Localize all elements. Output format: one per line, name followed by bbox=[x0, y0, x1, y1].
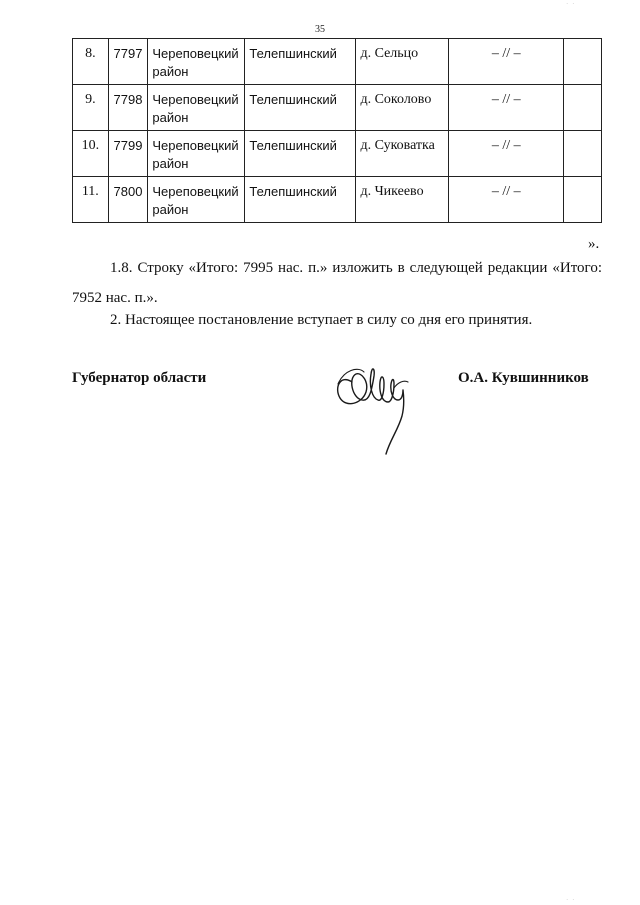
closing-quote: ». bbox=[588, 236, 600, 252]
settlement-code-cell: 7797 bbox=[108, 39, 148, 85]
district-cell bbox=[148, 177, 245, 223]
council-cell: Телепшинский bbox=[245, 85, 356, 131]
table-row bbox=[73, 131, 602, 177]
row-number-cell: 8. bbox=[73, 39, 109, 85]
ditto-mark-cell: – // – bbox=[449, 131, 564, 177]
settlements-table bbox=[72, 38, 602, 223]
row-number-cell: 11. bbox=[73, 177, 109, 223]
table-row bbox=[73, 85, 602, 131]
page-number: 35 bbox=[315, 24, 325, 35]
paragraph-effective-date: 2. Настоящее постановление вступает в силу со дня его принятия. bbox=[110, 312, 533, 328]
settlement-name-cell: д. Суковатка bbox=[356, 131, 449, 177]
district-line: район bbox=[152, 110, 189, 125]
district-line: Череповецкий bbox=[152, 92, 239, 107]
district-line: район bbox=[152, 64, 189, 79]
empty-cell bbox=[564, 131, 602, 177]
ditto-mark-cell: – // – bbox=[449, 39, 564, 85]
empty-cell bbox=[564, 85, 602, 131]
table-row bbox=[73, 177, 602, 223]
empty-cell bbox=[564, 177, 602, 223]
scan-mark: · · bbox=[566, 896, 576, 904]
district-line: Череповецкий bbox=[152, 46, 239, 61]
council-cell: Телепшинский bbox=[245, 131, 356, 177]
ditto-mark-cell: – // – bbox=[449, 85, 564, 131]
settlement-code-cell: 7799 bbox=[108, 131, 148, 177]
row-number-cell: 10. bbox=[73, 131, 109, 177]
table-row bbox=[73, 39, 602, 85]
settlement-name-cell: д. Чикеево bbox=[356, 177, 449, 223]
settlement-code-cell: 7800 bbox=[108, 177, 148, 223]
council-cell: Телепшинский bbox=[245, 177, 356, 223]
district-cell bbox=[148, 131, 245, 177]
district-cell bbox=[148, 85, 245, 131]
ditto-mark-cell: – // – bbox=[449, 177, 564, 223]
handwritten-signature bbox=[332, 352, 416, 458]
council-cell: Телепшинский bbox=[245, 39, 356, 85]
district-line: Череповецкий bbox=[152, 184, 239, 199]
paragraph-amendment: 1.8. Строку «Итого: 7995 нас. п.» изложить в следующей редакции «Итого: 7952 нас. п.». bbox=[72, 260, 602, 306]
row-number-cell: 9. bbox=[73, 85, 109, 131]
district-cell bbox=[148, 39, 245, 85]
empty-cell bbox=[564, 39, 602, 85]
scan-mark: · · bbox=[566, 0, 576, 8]
district-line: район bbox=[152, 202, 189, 217]
settlement-name-cell: д. Соколово bbox=[356, 85, 449, 131]
signer-name: О.А. Кувшинников bbox=[458, 370, 589, 386]
district-line: Череповецкий bbox=[152, 138, 239, 153]
settlement-code-cell: 7798 bbox=[108, 85, 148, 131]
settlement-name-cell: д. Сельцо bbox=[356, 39, 449, 85]
signer-position: Губернатор области bbox=[72, 370, 207, 386]
district-line: район bbox=[152, 156, 189, 171]
